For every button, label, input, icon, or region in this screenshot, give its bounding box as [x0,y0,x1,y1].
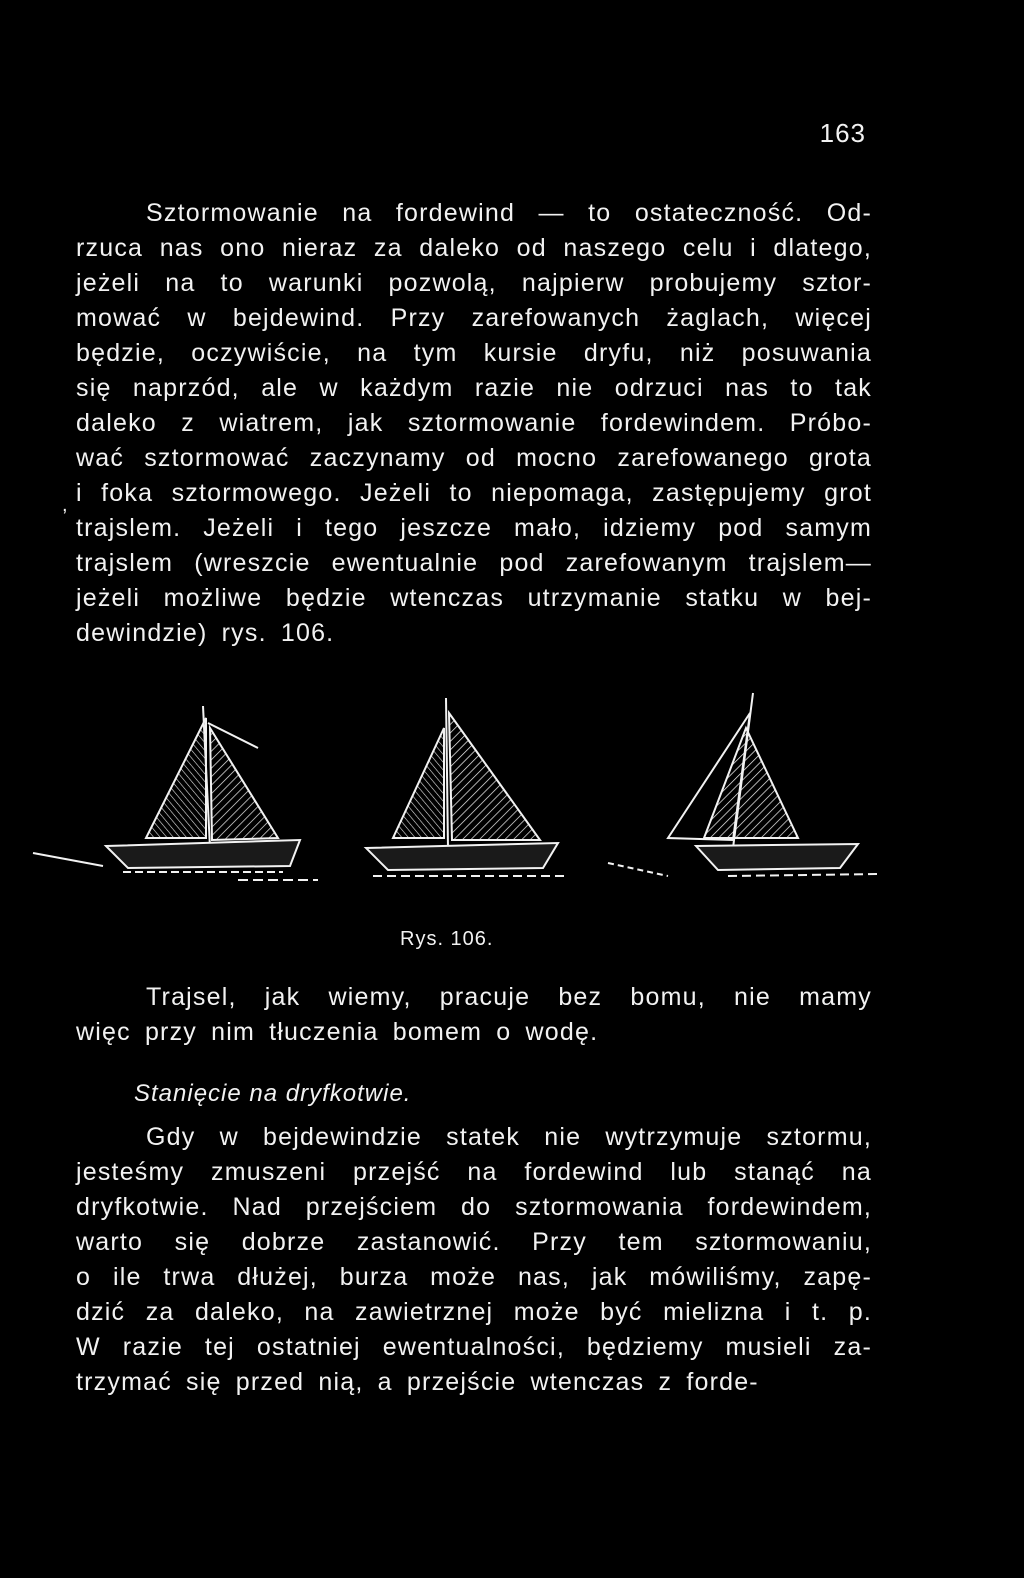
text-line: trzymać się przed nią, a przejście wtenczas z forde- [76,1368,759,1396]
text-line: dryfkotwie. Nad przejściem do sztormowania fordewindem, [76,1193,872,1221]
text-line: rzuca nas ono nieraz za daleko od naszego celu i dlatego, [76,234,872,262]
text-line: Sztormowanie na fordewind — to ostateczność. Od- [146,199,872,227]
figure-caption: Rys. 106. [400,928,494,950]
sailboat-3 [608,693,878,876]
text-line: się naprzód, ale w każdym razie nie odrzuci nas to tak [76,374,872,402]
text-line: jesteśmy zmuszeni przejść na fordewind lub stanąć na [76,1158,872,1186]
text-line: o ile trwa dłużej, burza może nas, jak mówiliśmy, zapę- [76,1263,872,1291]
text-line: warto się dobrze zastanowić. Przy tem sztormowaniu, [76,1228,872,1256]
text-line: wać sztormować zaczynamy od mocno zarefowanego grota [76,444,872,472]
text-line: dzić za daleko, na zawietrznej może być mielizna i t. p. [76,1298,872,1326]
text-line: jeżeli możliwe będzie wtenczas utrzymanie statku w bej- [76,584,872,612]
sailboat-2 [366,698,568,876]
text-line: W razie tej ostatniej ewentualności, będziemy musieli za- [76,1333,872,1361]
sailboat-1 [33,706,318,880]
paragraph-3 [76,1120,872,1400]
text-line: daleko z wiatrem, jak sztormowanie fordewindem. Próbo- [76,409,872,437]
text-line: trajslem (wreszcie ewentualnie pod zarefowanym trajslem— [76,549,872,577]
section-heading: Stanięcie na dryfkotwie. [134,1080,412,1107]
text-line: jeżeli na to warunki pozwolą, najpierw probujemy sztor- [76,269,872,297]
text-line: trajslem. Jeżeli i tego jeszcze mało, idziemy pod samym [76,514,872,542]
print-speck: , [62,494,68,516]
text-line: dewindzie) rys. 106. [76,619,335,647]
text-line: będzie, oczywiście, na tym kursie dryfu, niż posuwania [76,339,872,367]
text-line: Gdy w bejdewindzie statek nie wytrzymuje sztormu, [146,1123,872,1151]
text-line: mować w bejdewind. Przy zarefowanych żaglach, więcej [76,304,872,332]
text-line: Trajsel, jak wiemy, pracuje bez bomu, nie mamy [146,983,872,1011]
paragraph-2 [76,980,872,1050]
text-line: więc przy nim tłuczenia bomem o wodę. [76,1018,599,1046]
sailboat-illustration [28,688,898,908]
text-line: i foka sztormowego. Jeżeli to niepomaga, zastępujemy grot [76,479,872,507]
page-number: 163 [819,118,866,148]
paragraph-1 [76,196,872,651]
